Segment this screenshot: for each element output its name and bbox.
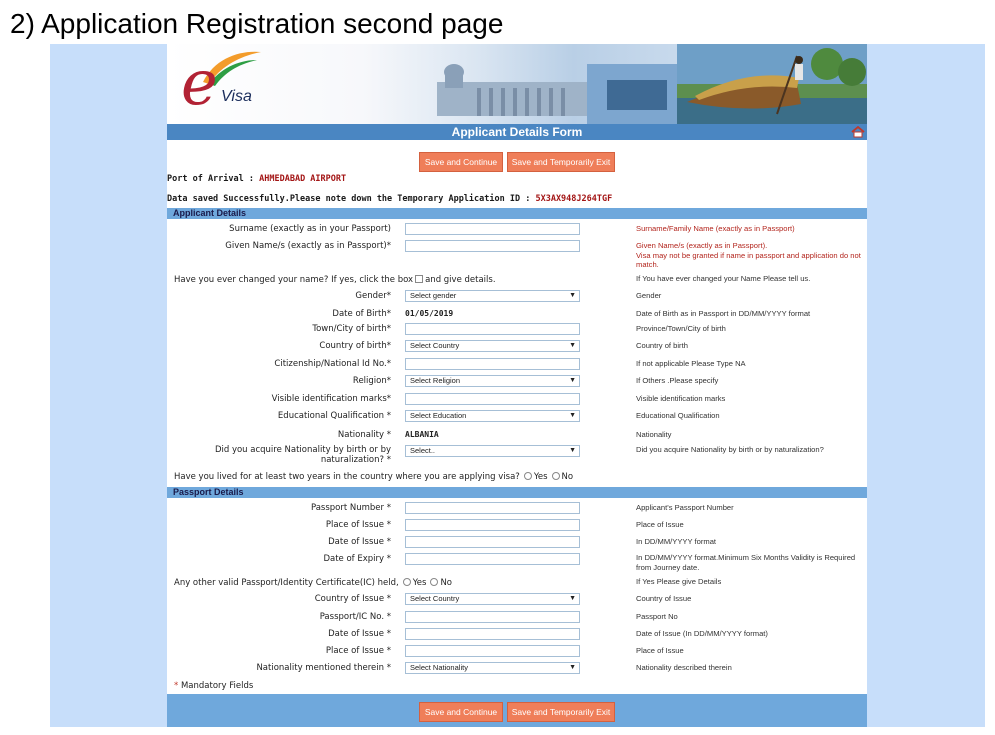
country-birth-label: Country of birth* [319, 341, 391, 351]
lived-no-radio[interactable] [552, 472, 560, 480]
ic-date-input[interactable] [405, 628, 580, 640]
changed-name-checkbox[interactable] [415, 275, 423, 283]
country-birth-select[interactable] [405, 340, 580, 352]
select-caret-icon: ▼ [569, 342, 576, 349]
section-applicant-details: Applicant Details [167, 208, 867, 219]
citizenship-hint: If not applicable Please Type NA [636, 359, 746, 368]
section-passport-details: Passport Details [167, 487, 867, 498]
town-hint: Province/Town/City of birth [636, 324, 726, 333]
port-label: Port of Arrival : [167, 174, 260, 184]
other-passport-row [174, 578, 452, 588]
other-yes-label: Yes [412, 578, 427, 588]
given-name-hint [636, 241, 861, 270]
ic-date-hint: Date of Issue (In DD/MM/YYYY format) [636, 629, 768, 638]
logo-visa-text: Visa [221, 88, 252, 105]
saved-text: Data saved Successfully.Please note down the Temporary Application ID : [167, 194, 536, 204]
given-name-label: Given Name/s (exactly as in Passport)* [225, 241, 391, 251]
date-issue-hint: In DD/MM/YYYY format [636, 537, 717, 546]
select-caret-icon: ▼ [569, 664, 576, 671]
marks-hint: Visible identification marks [636, 394, 726, 403]
dob-hint: Date of Birth as in Passport in DD/MM/YYYY format [636, 309, 811, 318]
acquire-select[interactable] [405, 445, 580, 457]
dob-value: 01/05/2019 [405, 309, 454, 318]
mandatory-text: Mandatory Fields [178, 681, 254, 691]
changed-name-row [174, 275, 496, 285]
saved-message [167, 194, 612, 204]
town-input[interactable] [405, 323, 580, 335]
ic-number-label: Passport/IC No. * [319, 612, 391, 622]
banner-scene-image [417, 44, 867, 124]
select-caret-icon: ▼ [569, 447, 576, 454]
surname-label: Surname (exactly as in your Passport) [229, 224, 391, 234]
ic-date-label: Date of Issue * [328, 629, 391, 639]
surname-hint: Surname/Family Name (exactly as in Passport) [636, 224, 795, 233]
save-continue-button-top[interactable]: Save and Continue [419, 152, 503, 172]
marks-label: Visible identification marks* [271, 394, 391, 404]
date-issue-label: Date of Issue * [328, 537, 391, 547]
evisa-page [167, 44, 867, 727]
given-name-input[interactable] [405, 240, 580, 252]
country-birth-hint: Country of birth [636, 341, 688, 350]
ic-place-input[interactable] [405, 645, 580, 657]
other-no-radio[interactable] [430, 578, 438, 586]
changed-name-text-2: and give details. [425, 275, 496, 285]
form-title-bar [167, 124, 867, 140]
save-exit-button-top[interactable]: Save and Temporarily Exit [507, 152, 615, 172]
mandatory-note [174, 681, 253, 691]
save-continue-button-bottom[interactable]: Save and Continue [419, 702, 503, 722]
place-issue-label: Place of Issue * [325, 520, 391, 530]
country-issue-select[interactable] [405, 593, 580, 605]
religion-select[interactable] [405, 375, 580, 387]
date-expiry-hint: In DD/MM/YYYY format.Minimum Six Months Validity is Required from Journey date. [636, 553, 856, 572]
ic-nationality-select[interactable] [405, 662, 580, 674]
lived-yes-label: Yes [533, 472, 548, 482]
place-issue-hint: Place of Issue [636, 520, 684, 529]
education-value: Select Education [410, 411, 467, 420]
ic-nationality-hint: Nationality described therein [636, 663, 732, 672]
select-caret-icon: ▼ [569, 595, 576, 602]
given-name-hint-1: Given Name/s (exactly as in Passport). [636, 241, 768, 250]
date-issue-input[interactable] [405, 536, 580, 548]
date-expiry-input[interactable] [405, 553, 580, 565]
education-label: Educational Qualification * [277, 411, 391, 421]
nationality-label: Nationality * [337, 430, 391, 440]
citizenship-input[interactable] [405, 358, 580, 370]
evisa-banner [167, 44, 867, 124]
religion-label: Religion* [352, 376, 391, 386]
religion-value: Select Religion [410, 376, 461, 385]
gender-label: Gender* [355, 291, 391, 301]
gender-hint: Gender [636, 291, 662, 300]
lived-yes-radio[interactable] [524, 472, 532, 480]
surname-input[interactable] [405, 223, 580, 235]
religion-hint: If Others .Please specify [636, 376, 719, 385]
select-caret-icon: ▼ [569, 292, 576, 299]
town-label: Town/City of birth* [312, 324, 391, 334]
lived-text: Have you lived for at least two years in the country where you are applying visa? [174, 472, 520, 482]
lived-row [174, 472, 573, 482]
country-issue-value: Select Country [410, 594, 460, 603]
other-no-label: No [440, 578, 453, 588]
ic-number-hint: Passport No [636, 612, 678, 621]
place-issue-input[interactable] [405, 519, 580, 531]
country-issue-label: Country of Issue * [314, 594, 391, 604]
dob-label: Date of Birth* [332, 309, 391, 319]
passport-number-hint: Applicant's Passport Number [636, 503, 734, 512]
changed-name-hint: If You have ever changed your Name Please tell us. [636, 274, 811, 283]
lived-no-label: No [561, 472, 574, 482]
ic-place-label: Place of Issue * [325, 646, 391, 656]
country-issue-hint: Country of Issue [636, 594, 692, 603]
citizenship-label: Citizenship/National Id No.* [274, 359, 391, 369]
other-passport-hint: If Yes Please give Details [636, 577, 722, 586]
mandatory-star: * [174, 681, 179, 691]
gender-value: Select gender [410, 291, 457, 300]
nationality-value: ALBANIA [405, 430, 439, 439]
ic-nationality-value: Select Nationality [410, 663, 468, 672]
education-select[interactable] [405, 410, 580, 422]
form-title: Applicant Details Form [451, 125, 583, 139]
gender-select[interactable] [405, 290, 580, 302]
home-icon[interactable] [851, 126, 865, 138]
acquire-label: Did you acquire Nationality by birth or by naturalization? * [214, 445, 391, 465]
select-caret-icon: ▼ [569, 412, 576, 419]
ic-number-input[interactable] [405, 611, 580, 623]
acquire-value: Select.. [410, 446, 436, 455]
marks-input[interactable] [405, 393, 580, 405]
given-name-hint-2: Visa may not be granted if name in passport and application do not match. [636, 250, 861, 269]
date-expiry-label: Date of Expiry * [323, 554, 391, 564]
ic-nationality-label: Nationality mentioned therein * [256, 663, 391, 673]
port-of-arrival [167, 174, 346, 184]
passport-number-input[interactable] [405, 502, 580, 514]
nationality-hint: Nationality [636, 430, 672, 439]
country-birth-value: Select Country [410, 341, 460, 350]
other-passport-text: Any other valid Passport/Identity Certificate(IC) held, [174, 578, 399, 588]
changed-name-text: Have you ever changed your name? If yes, click the box [174, 275, 414, 285]
slide-title: 2) Application Registration second page [10, 8, 504, 39]
other-yes-radio[interactable] [403, 578, 411, 586]
port-value: AHMEDABAD AIRPORT [259, 174, 347, 184]
temporary-application-id: 5X3AX948J264TGF [535, 194, 613, 204]
save-exit-button-bottom[interactable]: Save and Temporarily Exit [507, 702, 615, 722]
ic-place-hint: Place of Issue [636, 646, 684, 655]
passport-number-label: Passport Number * [310, 503, 391, 513]
select-caret-icon: ▼ [569, 377, 576, 384]
logo-e: e [181, 46, 218, 119]
acquire-hint: Did you acquire Nationality by birth or by naturalization? [636, 445, 824, 454]
education-hint: Educational Qualification [636, 411, 720, 420]
